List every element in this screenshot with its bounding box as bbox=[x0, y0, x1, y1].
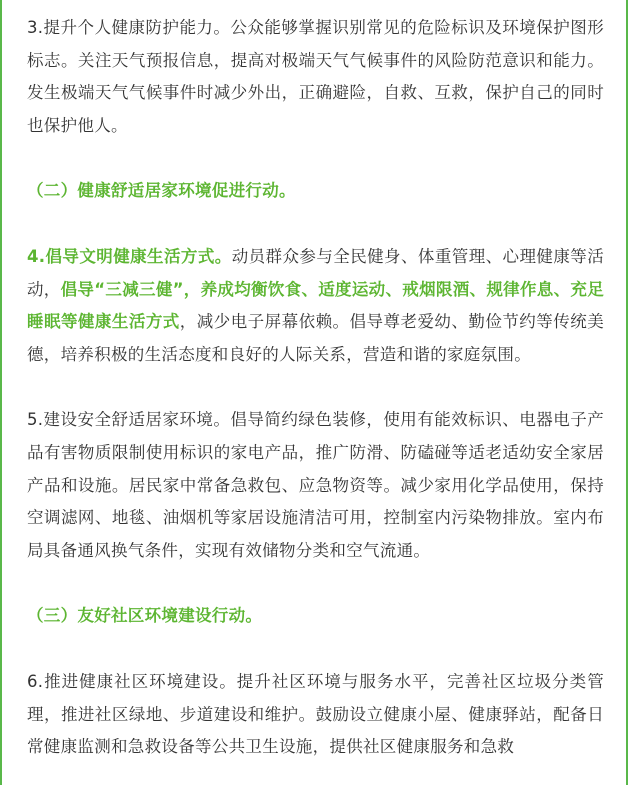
paragraph-4 bbox=[27, 241, 604, 371]
paragraph-5: 5.建设安全舒适居家环境。倡导简约绿色装修，使用有能效标识、电器电子产品有害物质限制使用标识的家电产品，推广防滑、防磕碰等适老适幼安全家居产品和设施。居民家中常备急救包、应急物资等。减少家用化学品使用，保持空调滤网、地毯、油烟机等家居设施清洁可用，控制室内污染物排放。室内布局具备通风换气条件，实现有效储物分类和空气流通。 bbox=[27, 410, 604, 560]
section-heading-3: （三）友好社区环境建设行动。 bbox=[27, 606, 263, 626]
paragraph-6: 6.推进健康社区环境建设。提升社区环境与服务水平，完善社区垃圾分类管理，推进社区绿地、步道建设和维护。鼓励设立健康小屋、健康驿站，配备日常健康监测和急救设备等公共卫生设施，提供社区健康服务和急救 bbox=[27, 671, 604, 757]
section-heading-2: （二）健康舒适居家环境促进行动。 bbox=[27, 181, 296, 201]
paragraph-4-text-2: ，减少电子屏幕依赖。倡导尊老爱幼、勤俭节约等传统美德，培养积极的生活态度和良好的人际关系，营造和谐的家庭氛围。 bbox=[27, 312, 604, 364]
paragraph-3: 3.提升个人健康防护能力。公众能够掌握识别常见的危险标识及环境保护图形标志。关注天气预报信息，提高对极端天气气候事件的风险防范意识和能力。发生极端天气气候事件时减少外出，正确避险，自救、互救，保护自己的同时也保护他人。 bbox=[27, 18, 604, 135]
paragraph-4-highlight: 倡导“三减三健”，养成均衡饮食、适度运动、戒烟限酒、规律作息、充足睡眠等健康生活方式 bbox=[27, 279, 604, 332]
article-content bbox=[27, 12, 604, 764]
paragraph-4-title: 4.倡导文明健康生活方式。 bbox=[27, 246, 232, 266]
paragraph-4-text-1: 动员群众参与全民健身、体重管理、心理健康等活动， bbox=[27, 246, 604, 299]
